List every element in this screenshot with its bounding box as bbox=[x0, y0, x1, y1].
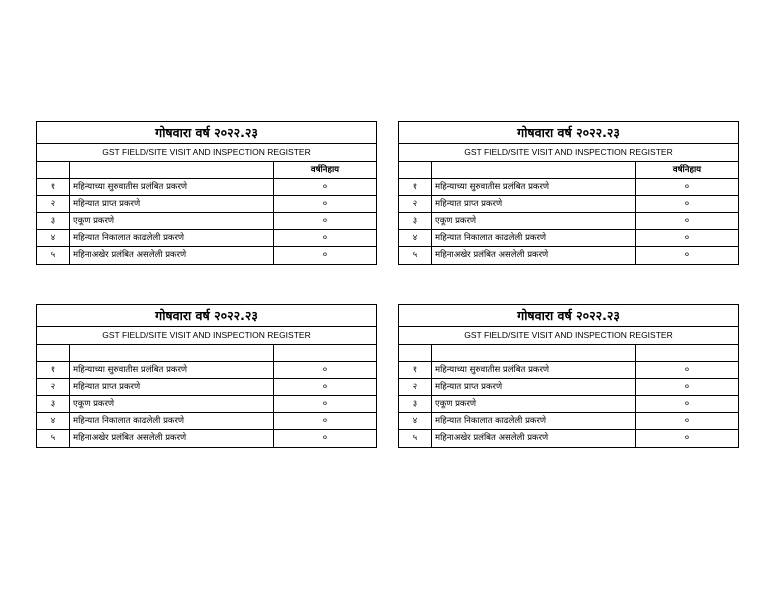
row-number: ४ bbox=[37, 413, 70, 429]
header-cell-no bbox=[37, 345, 70, 361]
row-label: एकूण प्रकरणे bbox=[70, 213, 274, 229]
row-value: ० bbox=[322, 216, 328, 226]
row-number: २ bbox=[37, 196, 70, 212]
row-label: महिन्याच्या सुरुवातीस प्रलंबित प्रकरणे bbox=[432, 179, 636, 195]
row-label: महिनाअखेर प्रलंबित असलेली प्रकरणे bbox=[70, 430, 274, 447]
row-number: ३ bbox=[399, 396, 432, 412]
row-label: एकूण प्रकरणे bbox=[70, 396, 274, 412]
header-cell-no bbox=[399, 345, 432, 361]
row-label: महिन्याच्या सुरुवातीस प्रलंबित प्रकरणे bbox=[432, 362, 636, 378]
row-number: ३ bbox=[37, 213, 70, 229]
row-value: ० bbox=[684, 233, 690, 243]
table-subtitle: GST FIELD/SITE VISIT AND INSPECTION REGISTER bbox=[37, 144, 376, 162]
row-number: १ bbox=[37, 362, 70, 378]
row-value: ० bbox=[684, 399, 690, 409]
row-number: २ bbox=[37, 379, 70, 395]
row-number: ५ bbox=[399, 247, 432, 264]
table-subtitle: GST FIELD/SITE VISIT AND INSPECTION REGISTER bbox=[399, 144, 738, 162]
row-value: ० bbox=[322, 365, 328, 375]
row-label: महिन्यात प्राप्त प्रकरणे bbox=[432, 379, 636, 395]
table-row bbox=[37, 230, 376, 247]
row-label: महिनाअखेर प्रलंबित असलेली प्रकरणे bbox=[432, 247, 636, 264]
row-value: ० bbox=[684, 416, 690, 426]
table-row bbox=[399, 196, 738, 213]
row-number: ५ bbox=[37, 430, 70, 447]
row-number: ४ bbox=[399, 413, 432, 429]
summary-table bbox=[398, 304, 739, 448]
row-label: महिनाअखेर प्रलंबित असलेली प्रकरणे bbox=[432, 430, 636, 447]
row-number: १ bbox=[399, 179, 432, 195]
row-value: ० bbox=[322, 233, 328, 243]
header-cell-label bbox=[432, 345, 636, 361]
row-value: ० bbox=[684, 250, 690, 260]
row-label: महिन्याच्या सुरुवातीस प्रलंबित प्रकरणे bbox=[70, 179, 274, 195]
table-row bbox=[37, 213, 376, 230]
table-header-row bbox=[399, 162, 738, 179]
table-header-row bbox=[37, 162, 376, 179]
row-label: महिन्यात प्राप्त प्रकरणे bbox=[432, 196, 636, 212]
table-row bbox=[37, 196, 376, 213]
summary-table bbox=[36, 304, 377, 448]
header-cell-no bbox=[37, 162, 70, 178]
row-label: एकूण प्रकरणे bbox=[432, 396, 636, 412]
table-row bbox=[399, 230, 738, 247]
row-label: महिन्यात निकालात काढलेली प्रकरणे bbox=[70, 230, 274, 246]
row-value: ० bbox=[322, 433, 328, 443]
row-value: ० bbox=[684, 199, 690, 209]
row-label: महिन्यात निकालात काढलेली प्रकरणे bbox=[70, 413, 274, 429]
header-cell-yearwise bbox=[274, 345, 376, 361]
table-row bbox=[399, 413, 738, 430]
table-row bbox=[399, 396, 738, 413]
summary-table bbox=[398, 121, 739, 265]
table-subtitle: GST FIELD/SITE VISIT AND INSPECTION REGISTER bbox=[37, 327, 376, 345]
table-header-row bbox=[399, 345, 738, 362]
row-number: ५ bbox=[399, 430, 432, 447]
header-cell-yearwise: वर्षनिहाय bbox=[310, 165, 340, 175]
table-row bbox=[37, 413, 376, 430]
row-number: २ bbox=[399, 196, 432, 212]
header-cell-yearwise bbox=[636, 345, 738, 361]
row-value: ० bbox=[322, 199, 328, 209]
table-row bbox=[37, 396, 376, 413]
row-label: महिन्यात निकालात काढलेली प्रकरणे bbox=[432, 413, 636, 429]
row-label: महिन्यात निकालात काढलेली प्रकरणे bbox=[432, 230, 636, 246]
row-number: ३ bbox=[37, 396, 70, 412]
row-value: ० bbox=[684, 433, 690, 443]
table-row bbox=[399, 379, 738, 396]
row-label: महिनाअखेर प्रलंबित असलेली प्रकरणे bbox=[70, 247, 274, 264]
row-value: ० bbox=[322, 250, 328, 260]
table-row bbox=[399, 179, 738, 196]
table-row bbox=[399, 430, 738, 447]
table-row bbox=[399, 213, 738, 230]
table-subtitle: GST FIELD/SITE VISIT AND INSPECTION REGISTER bbox=[399, 327, 738, 345]
row-number: १ bbox=[399, 362, 432, 378]
table-row bbox=[37, 179, 376, 196]
row-value: ० bbox=[322, 399, 328, 409]
table-title: गोषवारा वर्ष २०२२.२३ bbox=[37, 122, 376, 144]
header-cell-yearwise: वर्षनिहाय bbox=[672, 165, 702, 175]
row-number: ५ bbox=[37, 247, 70, 264]
row-value: ० bbox=[322, 182, 328, 192]
row-number: ३ bbox=[399, 213, 432, 229]
table-header-row bbox=[37, 345, 376, 362]
header-cell-label bbox=[70, 345, 274, 361]
header-cell-label bbox=[70, 162, 274, 178]
table-title: गोषवारा वर्ष २०२२.२३ bbox=[399, 122, 738, 144]
table-title: गोषवारा वर्ष २०२२.२३ bbox=[399, 305, 738, 327]
row-number: १ bbox=[37, 179, 70, 195]
row-label: एकूण प्रकरणे bbox=[432, 213, 636, 229]
row-label: महिन्यात प्राप्त प्रकरणे bbox=[70, 379, 274, 395]
row-label: महिन्यात प्राप्त प्रकरणे bbox=[70, 196, 274, 212]
table-row bbox=[37, 379, 376, 396]
row-value: ० bbox=[684, 365, 690, 375]
header-cell-label bbox=[432, 162, 636, 178]
row-value: ० bbox=[322, 382, 328, 392]
table-row bbox=[37, 247, 376, 264]
table-row bbox=[37, 430, 376, 447]
table-title: गोषवारा वर्ष २०२२.२३ bbox=[37, 305, 376, 327]
row-value: ० bbox=[684, 382, 690, 392]
row-label: महिन्याच्या सुरुवातीस प्रलंबित प्रकरणे bbox=[70, 362, 274, 378]
row-number: ४ bbox=[399, 230, 432, 246]
row-value: ० bbox=[684, 182, 690, 192]
row-number: २ bbox=[399, 379, 432, 395]
table-row bbox=[399, 362, 738, 379]
table-row bbox=[37, 362, 376, 379]
row-value: ० bbox=[322, 416, 328, 426]
header-cell-no bbox=[399, 162, 432, 178]
row-value: ० bbox=[684, 216, 690, 226]
row-number: ४ bbox=[37, 230, 70, 246]
table-row bbox=[399, 247, 738, 264]
summary-table bbox=[36, 121, 377, 265]
